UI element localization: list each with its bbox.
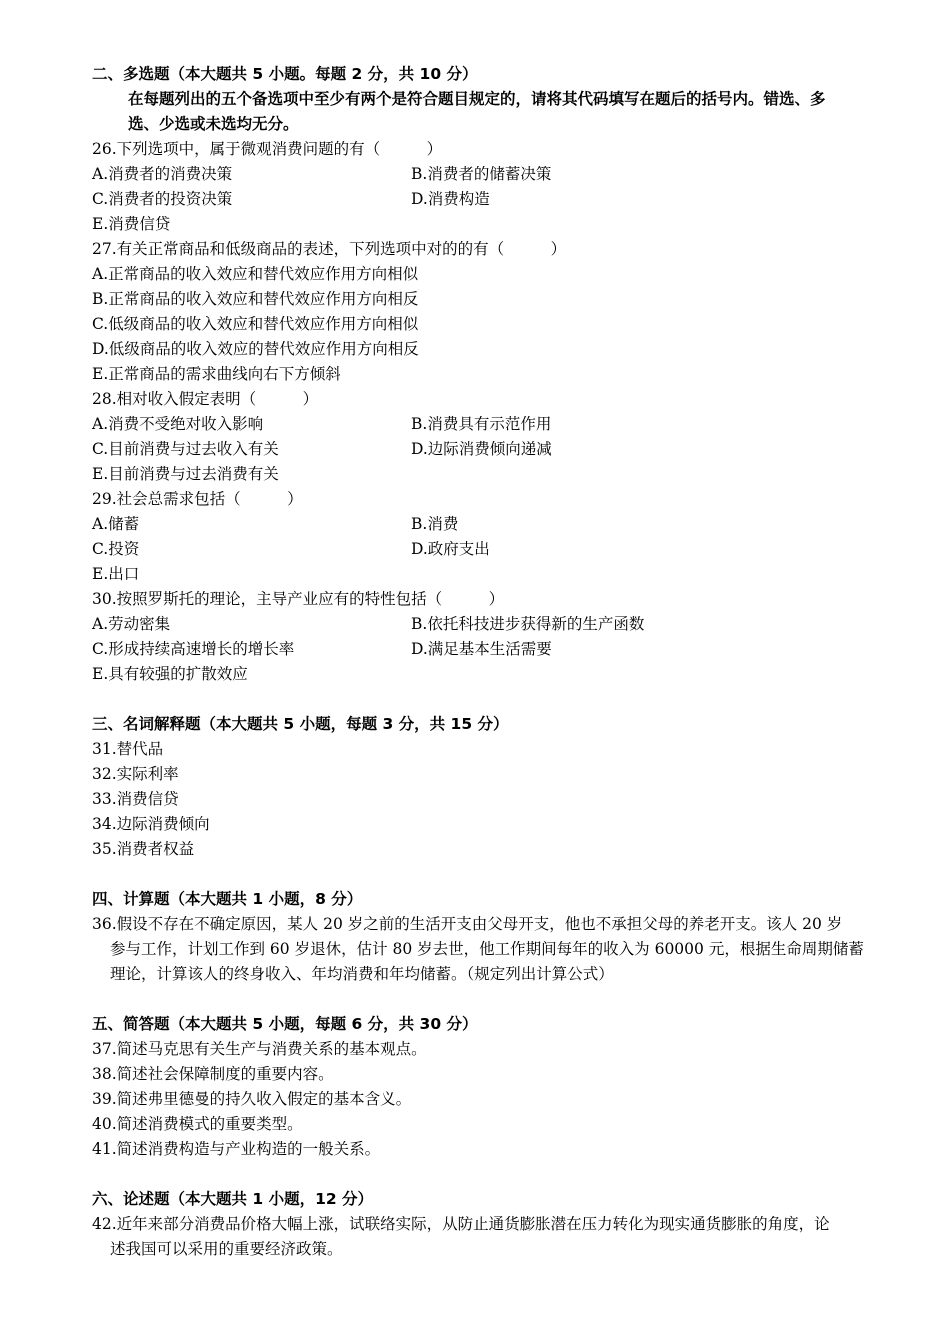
question-36 — [92, 912, 898, 987]
spacer — [92, 862, 898, 887]
option-b: B.依托科技进步获得新的生产函数 — [411, 615, 645, 633]
section-5-title: 五、简答题（本大题共 5 小题，每题 6 分，共 30 分） — [92, 1015, 478, 1033]
option-b: B.消费者的储蓄决策 — [411, 165, 552, 183]
question-30-options-row1 — [92, 612, 898, 637]
list-item: 40.简述消费模式的重要类型。 — [92, 1115, 303, 1133]
option-b: B.正常商品的收入效应和替代效应作用方向相反 — [92, 290, 419, 308]
spacer — [92, 687, 898, 712]
question-29-options-row1 — [92, 512, 898, 537]
question-26-stem: 26.下列选项中，属于微观消费问题的有（ ） — [92, 140, 443, 158]
section-2-title: 二、多选题（本大题共 5 小题。每题 2 分，共 10 分） — [92, 65, 478, 83]
option-c: C.消费者的投资决策 — [92, 190, 233, 208]
spacer — [92, 1162, 898, 1187]
question-26-options-row2 — [92, 187, 898, 212]
option-a: A.劳动密集 — [92, 615, 171, 633]
list-item: 41.简述消费构造与产业构造的一般关系。 — [92, 1140, 381, 1158]
section-2-instruction-line2: 选、少选或未选均无分。 — [128, 115, 299, 133]
question-36-line2: 参与工作，计划工作到 60 岁退休，估计 80 岁去世，他工作期间每年的收入为 60000 元，根据生命周期储蓄 — [110, 940, 864, 958]
list-item: 38.简述社会保障制度的重要内容。 — [92, 1065, 334, 1083]
question-29-stem: 29.社会总需求包括（ ） — [92, 490, 303, 508]
question-42-line1: 42.近年来部分消费品价格大幅上涨，试联络实际，从防止通货膨胀潜在压力转化为现实通货膨胀的角度，论 — [92, 1215, 830, 1233]
question-28-options-row2 — [92, 437, 898, 462]
option-e: E.具有较强的扩散效应 — [92, 665, 248, 683]
option-d: D.满足基本生活需要 — [411, 640, 552, 658]
option-b: B.消费具有示范作用 — [411, 415, 552, 433]
question-28-options-row1 — [92, 412, 898, 437]
option-d: D.政府支出 — [411, 540, 490, 558]
option-d: D.边际消费倾向递减 — [411, 440, 552, 458]
option-a: A.消费者的消费决策 — [92, 165, 233, 183]
question-42 — [92, 1212, 898, 1262]
question-30-options-row2 — [92, 637, 898, 662]
option-e: E.消费信贷 — [92, 215, 171, 233]
question-30-stem: 30.按照罗斯托的理论，主导产业应有的特性包括（ ） — [92, 590, 505, 608]
list-item: 35.消费者权益 — [92, 840, 195, 858]
option-e: E.目前消费与过去消费有关 — [92, 465, 279, 483]
option-d: D.低级商品的收入效应的替代效应作用方向相反 — [92, 340, 419, 358]
option-a: A.正常商品的收入效应和替代效应作用方向相似 — [92, 265, 419, 283]
option-c: C.形成持续高速增长的增长率 — [92, 640, 295, 658]
option-a: A.消费不受绝对收入影响 — [92, 415, 264, 433]
question-36-line1: 36.假设不存在不确定原因，某人 20 岁之前的生活开支由父母开支，他也不承担父母的养老开支。该人 20 岁 — [92, 915, 843, 933]
list-item: 37.简述马克思有关生产与消费关系的基本观点。 — [92, 1040, 427, 1058]
section-2-instruction-line1: 在每题列出的五个备选项中至少有两个是符合题目规定的，请将其代码填写在题后的括号内。错选、多 — [128, 90, 826, 108]
option-e: E.正常商品的需求曲线向右下方倾斜 — [92, 365, 341, 383]
question-26-options-row1 — [92, 162, 898, 187]
section-4-title: 四、计算题（本大题共 1 小题，8 分） — [92, 890, 363, 908]
spacer — [92, 987, 898, 1012]
question-36-line3: 理论，计算该人的终身收入、年均消费和年均储蓄。（规定列出计算公式） — [110, 965, 614, 983]
question-29-options-row2 — [92, 537, 898, 562]
option-d: D.消费构造 — [411, 190, 490, 208]
list-item: 39.简述弗里德曼的持久收入假定的基本含义。 — [92, 1090, 412, 1108]
list-item: 33.消费信贷 — [92, 790, 179, 808]
option-e: E.出口 — [92, 565, 140, 583]
question-27-stem: 27.有关正常商品和低级商品的表述，下列选项中对的的有（ ） — [92, 240, 567, 258]
question-28-stem: 28.相对收入假定表明（ ） — [92, 390, 319, 408]
exam-page — [92, 62, 898, 1262]
option-b: B.消费 — [411, 515, 459, 533]
question-42-line2: 述我国可以采用的重要经济政策。 — [110, 1240, 343, 1258]
option-c: C.低级商品的收入效应和替代效应作用方向相似 — [92, 315, 419, 333]
section-3-title: 三、名词解释题（本大题共 5 小题，每题 3 分，共 15 分） — [92, 715, 509, 733]
option-c: C.目前消费与过去收入有关 — [92, 440, 279, 458]
option-a: A.储蓄 — [92, 515, 140, 533]
list-item: 32.实际利率 — [92, 765, 179, 783]
option-c: C.投资 — [92, 540, 140, 558]
list-item: 31.替代品 — [92, 740, 164, 758]
section-6-title: 六、论述题（本大题共 1 小题，12 分） — [92, 1190, 374, 1208]
list-item: 34.边际消费倾向 — [92, 815, 210, 833]
